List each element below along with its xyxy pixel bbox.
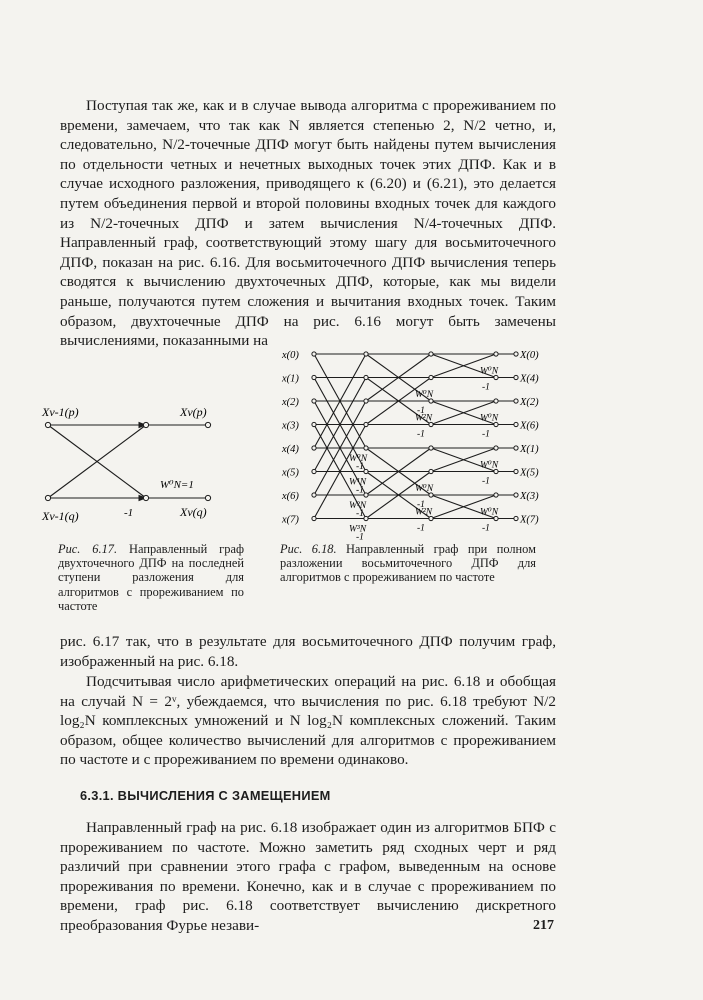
fig618-twiddle-stage1: W¹N bbox=[349, 477, 367, 488]
section-heading: 6.3.1. ВЫЧИСЛЕНИЯ С ЗАМЕЩЕНИЕМ bbox=[80, 788, 331, 803]
fig618-input-label: x(2) bbox=[282, 397, 299, 408]
fig618-minus-one: -1 bbox=[356, 462, 364, 472]
fig618-node bbox=[514, 493, 518, 497]
fig618-node bbox=[364, 493, 368, 497]
fig618-twiddle-stage2: W⁰N bbox=[415, 390, 434, 400]
fig617-label-out-bottom: Xν(q) bbox=[180, 505, 207, 519]
fig618-output-label: X(5) bbox=[520, 467, 539, 479]
fig618-node bbox=[364, 469, 368, 473]
fig618-node bbox=[514, 375, 518, 379]
fig618-output-label: X(6) bbox=[520, 420, 539, 432]
fig618-minus-one: -1 bbox=[417, 500, 425, 510]
fig617-label-in-bottom: Xν-1(q) bbox=[42, 509, 79, 523]
fig618-node bbox=[429, 352, 433, 356]
figure-6-17-caption bbox=[58, 542, 244, 613]
fig618-output-label: X(4) bbox=[520, 373, 539, 385]
fig617-node bbox=[45, 495, 50, 500]
fig618-minus-one: -1 bbox=[356, 485, 364, 496]
fig618-minus-one: -1 bbox=[482, 429, 490, 440]
fig618-node bbox=[312, 422, 316, 426]
fig618-minus-one: -1 bbox=[417, 523, 425, 534]
fig618-node bbox=[312, 469, 316, 473]
fig618-input-label: x(5) bbox=[282, 467, 299, 479]
fig617-node bbox=[143, 422, 148, 427]
page-number: 217 bbox=[533, 918, 554, 933]
fig618-twiddle-stage2: W²N bbox=[415, 413, 433, 424]
fig618-node bbox=[364, 352, 368, 356]
fig618-node bbox=[364, 399, 368, 403]
fig618-output-label: X(2) bbox=[520, 397, 539, 408]
fig618-input-label: x(0) bbox=[282, 350, 299, 361]
paragraph-2: рис. 6.17 так, что в результате для восьмиточечного ДПФ получим граф, изображенный на рис. 6.18. bbox=[60, 633, 556, 670]
fig618-node bbox=[364, 516, 368, 520]
fig617-minus-one: -1 bbox=[124, 507, 134, 519]
fig618-node bbox=[429, 469, 433, 473]
paragraph-3: Подсчитывая число арифметических операций на рис. 6.18 и обобщая на случай N = 2ᵛ, убеждаемся, что вычисления по рис. 6.18 требуют N/2 log₂N комплексных умножений и N log₂N комплексных сложений. Таким образом, общее количество вычислений для алгоритмов с прореживанием по частоте и с прореживанием по времени одинаково. bbox=[60, 673, 556, 769]
fig618-node bbox=[514, 399, 518, 403]
fig618-node bbox=[312, 493, 316, 497]
fig617-label-out-top: Xν(p) bbox=[180, 405, 207, 419]
fig618-minus-one: -1 bbox=[356, 532, 364, 543]
fig618-node bbox=[494, 446, 498, 450]
fig618-twiddle-stage1: W⁰N bbox=[349, 454, 368, 464]
figure-6-17-diagram bbox=[38, 400, 238, 530]
figure-6-18-diagram bbox=[276, 344, 556, 543]
fig618-node bbox=[429, 446, 433, 450]
fig618-minus-one: -1 bbox=[356, 509, 364, 519]
fig618-node bbox=[312, 375, 316, 379]
fig617-node bbox=[205, 495, 210, 500]
fig617-twiddle: W⁰N=1 bbox=[160, 479, 194, 491]
fig618-input-label: x(4) bbox=[282, 444, 299, 455]
fig618-node bbox=[494, 493, 498, 497]
fig618-node bbox=[514, 422, 518, 426]
fig618-minus-one: -1 bbox=[482, 382, 490, 393]
figure-6-18-caption bbox=[280, 542, 536, 585]
fig618-twiddle-stage3: W⁰N bbox=[480, 507, 499, 518]
fig618-node bbox=[312, 516, 316, 520]
fig618-minus-one: -1 bbox=[482, 523, 490, 534]
fig618-minus-one: -1 bbox=[482, 476, 490, 487]
fig618-node bbox=[364, 446, 368, 450]
fig618-output-label: X(1) bbox=[520, 444, 539, 455]
fig618-node bbox=[364, 375, 368, 379]
fig618-node bbox=[364, 422, 368, 426]
fig618-output-label: X(3) bbox=[520, 491, 539, 502]
fig618-input-label: x(1) bbox=[282, 373, 299, 385]
fig618-output-label: X(7) bbox=[520, 514, 539, 526]
fig618-node bbox=[514, 516, 518, 520]
fig617-label-in-top: Xν-1(p) bbox=[42, 405, 79, 419]
fig617-caption-text: Направленный граф двухточечного ДПФ на последней ступени разложения для алгоритмов с прореживанием по частоте bbox=[58, 542, 244, 613]
fig618-caption-label: Рис. 6.18. bbox=[280, 542, 337, 556]
fig618-node bbox=[312, 399, 316, 403]
fig618-node bbox=[514, 446, 518, 450]
fig618-output-label: X(0) bbox=[520, 350, 539, 361]
fig618-input-label: x(6) bbox=[282, 491, 299, 502]
fig618-node bbox=[312, 446, 316, 450]
fig618-node bbox=[514, 352, 518, 356]
paragraph-1: Поступая так же, как и в случае вывода алгоритма с прореживанием по времени, замечаем, что так как N является степенью 2, N/2 четно, и, следовательно, N/2-точечные ДПФ могут быть найдены путем вычисления по отдельности четных и нечетных выходных точек этих ДПФ. Как и в случае исходного разложения, приводящего к (6.20) и (6.21), это делается путем объединения первой и второй половины входных точек для каждого из N/2-точечных ДПФ и затем вычисления N/4-точечных ДПФ. Направленный граф, соответствующий этому шагу для восьмиточечного ДПФ, показан на рис. 6.16. Для восьмиточечного ДПФ вычисления теперь сводятся к вычислению двухточечных ДПФ, которые, как мы видели раньше, получаются путем сложения и вычитания входных точек. Таким образом, двухточечные ДПФ на рис. 6.16 могут быть замечены вычислениями, показанными на bbox=[60, 97, 556, 350]
fig617-node bbox=[45, 422, 50, 427]
fig618-node bbox=[494, 352, 498, 356]
fig618-node bbox=[494, 399, 498, 403]
fig618-twiddle-stage3: W⁰N bbox=[480, 366, 499, 377]
fig618-caption-text: Направленный граф при полном разложении восьмиточечного ДПФ для алгоритмов с прореживанием по частоте bbox=[280, 542, 536, 585]
fig617-caption-label: Рис. 6.17. bbox=[58, 542, 118, 556]
fig618-twiddle-stage3: W⁰N bbox=[480, 413, 499, 424]
fig617-node bbox=[143, 495, 148, 500]
fig618-minus-one: -1 bbox=[417, 406, 425, 416]
fig618-node bbox=[514, 469, 518, 473]
fig618-node bbox=[312, 352, 316, 356]
fig618-input-label: x(7) bbox=[282, 514, 299, 526]
fig618-twiddle-stage1: W³N bbox=[349, 524, 367, 535]
fig618-twiddle-stage2: W⁰N bbox=[415, 484, 434, 494]
paragraph-4: Направленный граф на рис. 6.18 изображает один из алгоритмов БПФ с прореживанием по частоте. Можно заметить ряд сходных черт и ряд различий при сравнении этого графа с графом, выведенным на основе прореживания по времени. Конечно, как и в случае с прореживанием по времени, граф рис. 6.18 соответствует вычислению дискретного преобразования Фурье незави- bbox=[60, 819, 556, 934]
fig618-twiddle-stage1: W²N bbox=[349, 501, 367, 511]
fig618-input-label: x(3) bbox=[282, 420, 299, 432]
fig617-node bbox=[205, 422, 210, 427]
fig618-node bbox=[429, 375, 433, 379]
fig618-minus-one: -1 bbox=[417, 429, 425, 440]
fig618-twiddle-stage3: W⁰N bbox=[480, 460, 499, 471]
fig618-twiddle-stage2: W²N bbox=[415, 507, 433, 518]
